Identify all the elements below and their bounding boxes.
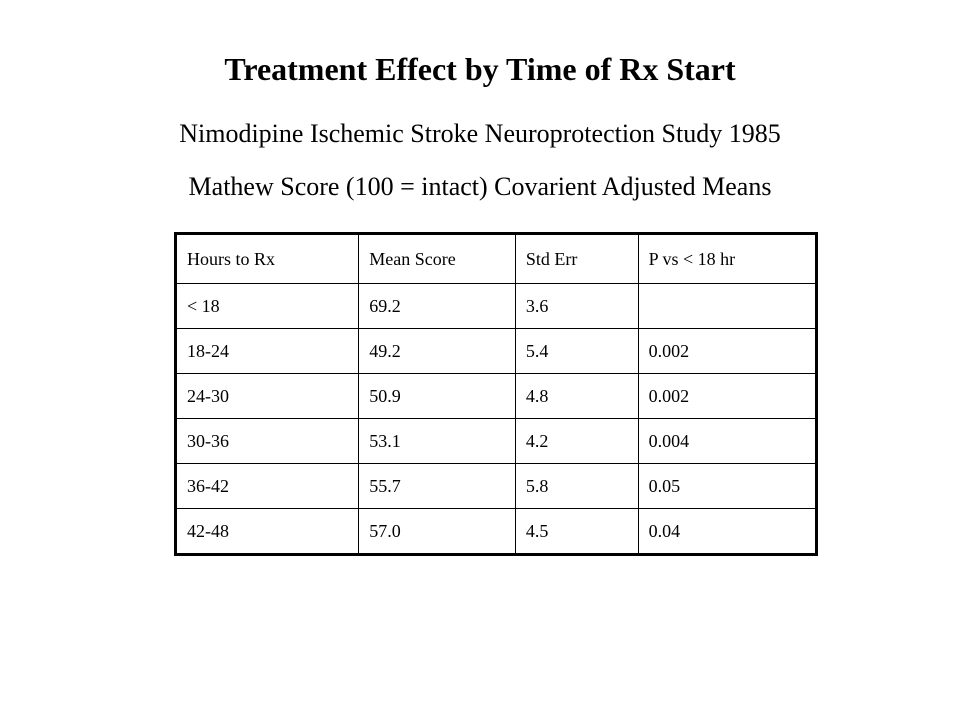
cell-std-err: 4.2 [515, 419, 638, 464]
cell-hours: 18-24 [176, 329, 359, 374]
cell-std-err: 3.6 [515, 284, 638, 329]
results-table [174, 232, 818, 556]
column-header-mean-score: Mean Score [359, 234, 516, 284]
cell-mean-score: 49.2 [359, 329, 516, 374]
table-row [176, 509, 817, 555]
column-header-std-err: Std Err [515, 234, 638, 284]
cell-p-value: 0.04 [638, 509, 816, 555]
cell-p-value: 0.002 [638, 374, 816, 419]
table-row [176, 464, 817, 509]
cell-std-err: 4.5 [515, 509, 638, 555]
cell-p-value: 0.002 [638, 329, 816, 374]
cell-p-value: 0.004 [638, 419, 816, 464]
cell-hours: 24-30 [176, 374, 359, 419]
table-header-row [176, 234, 817, 284]
cell-hours: 30-36 [176, 419, 359, 464]
column-header-hours: Hours to Rx [176, 234, 359, 284]
cell-hours: 42-48 [176, 509, 359, 555]
cell-hours: < 18 [176, 284, 359, 329]
table-row [176, 419, 817, 464]
slide-title: Treatment Effect by Time of Rx Start [224, 51, 736, 87]
cell-std-err: 5.4 [515, 329, 638, 374]
table-row [176, 284, 817, 329]
cell-mean-score: 50.9 [359, 374, 516, 419]
cell-mean-score: 57.0 [359, 509, 516, 555]
cell-mean-score: 53.1 [359, 419, 516, 464]
subtitle-study: Nimodipine Ischemic Stroke Neuroprotection Study 1985 [179, 119, 781, 148]
subtitle-measure: Mathew Score (100 = intact) Covarient Adjusted Means [188, 172, 772, 201]
column-header-p-value: P vs < 18 hr [638, 234, 816, 284]
cell-mean-score: 55.7 [359, 464, 516, 509]
cell-p-value: 0.05 [638, 464, 816, 509]
table-row [176, 374, 817, 419]
cell-mean-score: 69.2 [359, 284, 516, 329]
cell-std-err: 4.8 [515, 374, 638, 419]
table-row [176, 329, 817, 374]
cell-p-value [638, 284, 816, 329]
cell-std-err: 5.8 [515, 464, 638, 509]
cell-hours: 36-42 [176, 464, 359, 509]
